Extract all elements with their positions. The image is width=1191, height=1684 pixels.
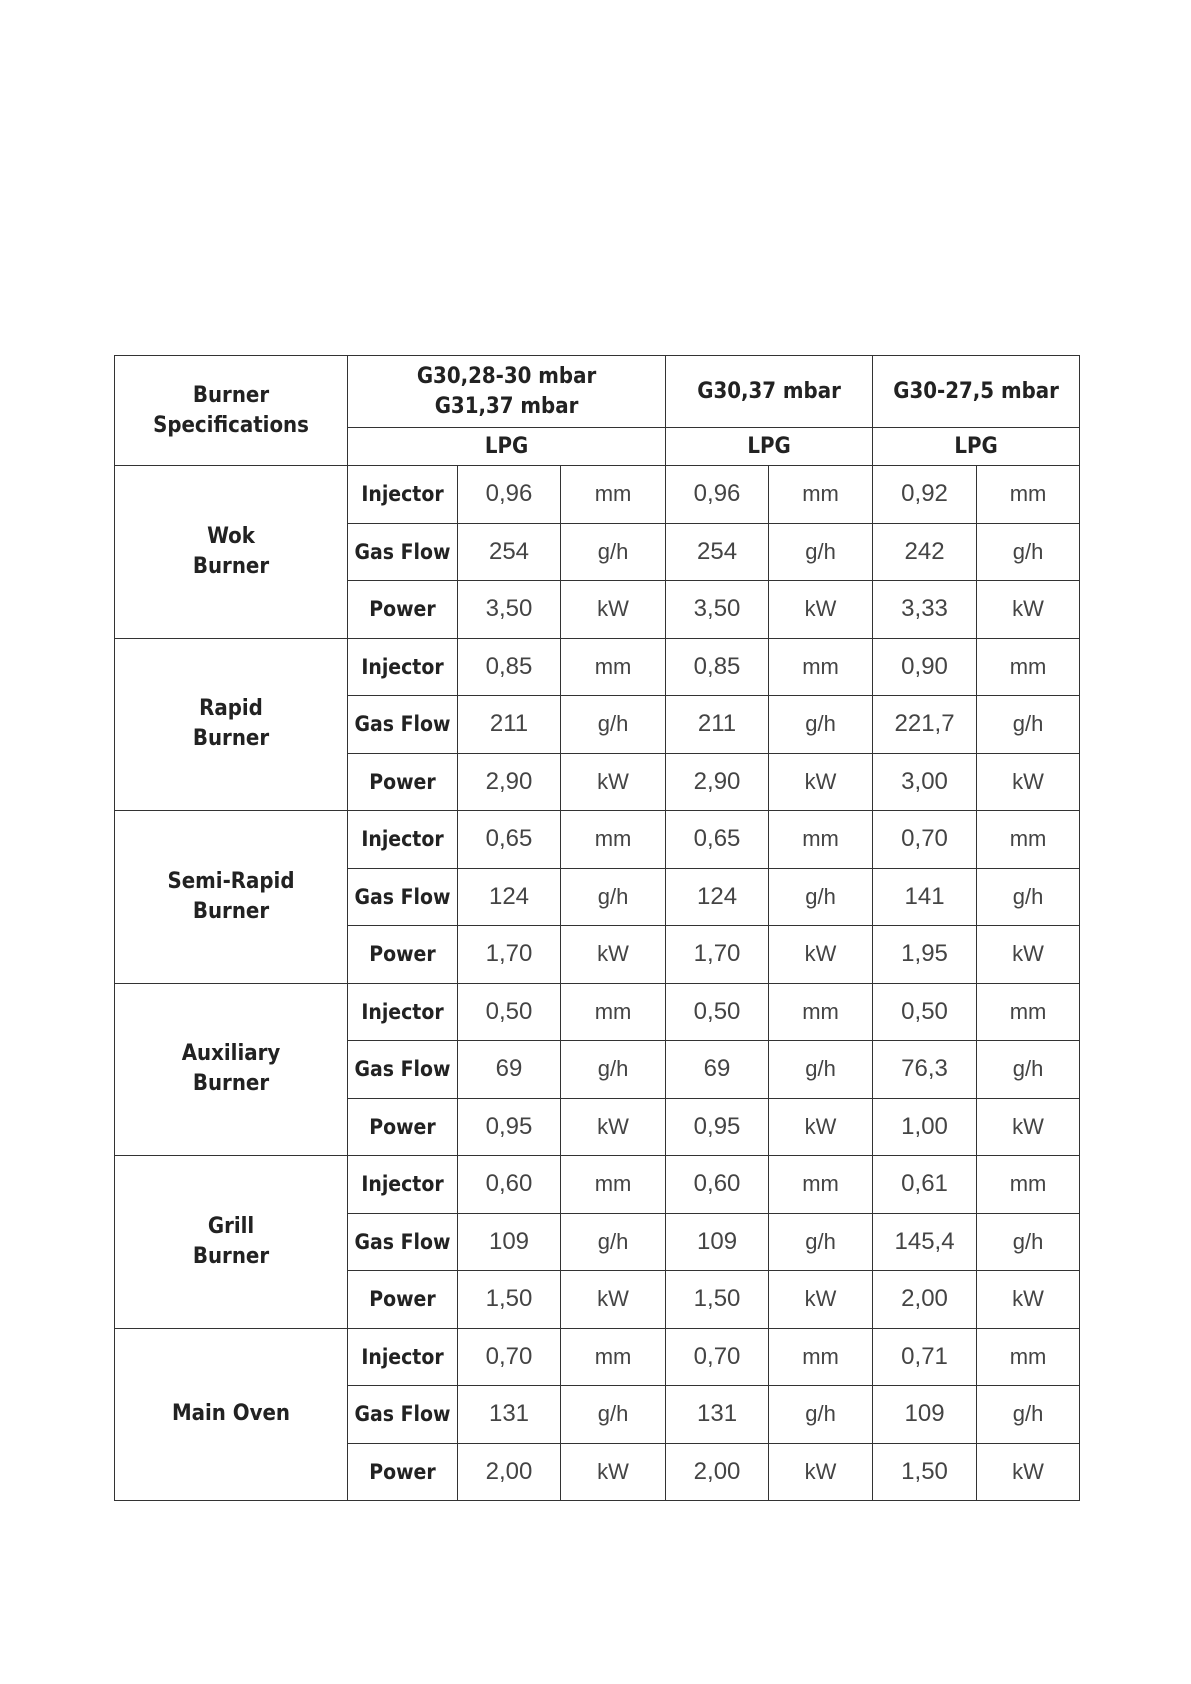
value-cell: 242 [873, 523, 977, 581]
gas-pressure-header [666, 356, 873, 428]
unit-cell: kW [977, 753, 1080, 811]
value-cell: 211 [666, 696, 769, 754]
value-cell: 0,60 [458, 1156, 561, 1214]
unit-cell: kW [977, 1443, 1080, 1501]
unit-cell: kW [561, 1443, 666, 1501]
burner-name-line: Semi-Rapid [167, 868, 295, 894]
parameter-label: Power [348, 926, 458, 984]
value-cell: 145,4 [873, 1213, 977, 1271]
parameter-label: Gas Flow [348, 868, 458, 926]
unit-cell: mm [561, 466, 666, 524]
unit-cell: mm [769, 1328, 873, 1386]
unit-cell: g/h [769, 696, 873, 754]
burner-name-cell [115, 1328, 348, 1501]
unit-cell: mm [561, 1156, 666, 1214]
unit-cell: g/h [977, 696, 1080, 754]
unit-cell: kW [769, 1271, 873, 1329]
unit-cell: mm [769, 983, 873, 1041]
header-label-line: Specifications [153, 412, 309, 438]
burner-name-line: Auxiliary [181, 1041, 281, 1067]
value-cell: 69 [666, 1041, 769, 1099]
parameter-label: Gas Flow [348, 696, 458, 754]
unit-cell: kW [561, 581, 666, 639]
unit-cell: mm [561, 638, 666, 696]
unit-cell: g/h [561, 1386, 666, 1444]
unit-cell: g/h [977, 523, 1080, 581]
unit-cell: g/h [977, 1386, 1080, 1444]
value-cell: 0,71 [873, 1328, 977, 1386]
value-cell: 1,50 [873, 1443, 977, 1501]
parameter-label: Gas Flow [348, 1386, 458, 1444]
value-cell: 0,50 [458, 983, 561, 1041]
unit-cell: mm [769, 466, 873, 524]
burner-name-line: Main Oven [171, 1401, 291, 1427]
value-cell: 0,90 [873, 638, 977, 696]
value-cell: 0,50 [873, 983, 977, 1041]
value-cell: 221,7 [873, 696, 977, 754]
value-cell: 2,90 [458, 753, 561, 811]
value-cell: 1,50 [458, 1271, 561, 1329]
unit-cell: mm [769, 811, 873, 869]
parameter-label: Injector [348, 983, 458, 1041]
unit-cell: kW [977, 581, 1080, 639]
unit-cell: mm [561, 811, 666, 869]
unit-cell: kW [561, 926, 666, 984]
burner-name-line: Wok [207, 523, 255, 549]
unit-cell: g/h [769, 1213, 873, 1271]
value-cell: 0,85 [458, 638, 561, 696]
parameter-label: Power [348, 753, 458, 811]
unit-cell: g/h [769, 1386, 873, 1444]
value-cell: 3,00 [873, 753, 977, 811]
burner-name-line: Burner [192, 553, 270, 579]
value-cell: 3,33 [873, 581, 977, 639]
value-cell: 0,85 [666, 638, 769, 696]
unit-cell: kW [769, 753, 873, 811]
value-cell: 2,00 [873, 1271, 977, 1329]
value-cell: 2,00 [458, 1443, 561, 1501]
unit-cell: mm [561, 983, 666, 1041]
parameter-label: Gas Flow [348, 1041, 458, 1099]
value-cell: 1,95 [873, 926, 977, 984]
parameter-label: Injector [348, 811, 458, 869]
table-row [115, 466, 1080, 524]
value-cell: 0,96 [458, 466, 561, 524]
unit-cell: mm [977, 811, 1080, 869]
value-cell: 1,50 [666, 1271, 769, 1329]
unit-cell: kW [977, 926, 1080, 984]
value-cell: 0,92 [873, 466, 977, 524]
value-cell: 0,70 [666, 1328, 769, 1386]
value-cell: 124 [458, 868, 561, 926]
table-row [115, 638, 1080, 696]
unit-cell: g/h [769, 523, 873, 581]
burner-name-line: Rapid [199, 696, 263, 722]
burner-name-cell [115, 811, 348, 984]
burner-name-line: Grill [207, 1213, 255, 1239]
value-cell: 254 [666, 523, 769, 581]
parameter-label: Injector [348, 1156, 458, 1214]
parameter-label: Power [348, 1271, 458, 1329]
burner-name-line: Burner [192, 726, 270, 752]
value-cell: 0,96 [666, 466, 769, 524]
value-cell: 109 [873, 1386, 977, 1444]
pressure-line: G31,37 mbar [434, 393, 579, 419]
value-cell: 109 [666, 1213, 769, 1271]
value-cell: 1,70 [666, 926, 769, 984]
unit-cell: g/h [561, 523, 666, 581]
unit-cell: g/h [561, 868, 666, 926]
value-cell: 3,50 [666, 581, 769, 639]
burner-name-cell [115, 638, 348, 811]
unit-cell: kW [769, 1098, 873, 1156]
gas-type-header: LPG [666, 428, 873, 466]
unit-cell: g/h [561, 1213, 666, 1271]
unit-cell: kW [561, 1271, 666, 1329]
unit-cell: mm [977, 1328, 1080, 1386]
value-cell: 0,65 [458, 811, 561, 869]
value-cell: 124 [666, 868, 769, 926]
unit-cell: mm [561, 1328, 666, 1386]
unit-cell: kW [977, 1271, 1080, 1329]
value-cell: 141 [873, 868, 977, 926]
value-cell: 0,65 [666, 811, 769, 869]
unit-cell: mm [769, 638, 873, 696]
unit-cell: g/h [977, 1041, 1080, 1099]
gas-pressure-header [348, 356, 666, 428]
header-row-pressure [115, 356, 1080, 428]
unit-cell: kW [769, 1443, 873, 1501]
value-cell: 0,61 [873, 1156, 977, 1214]
table-row [115, 1156, 1080, 1214]
unit-cell: g/h [561, 696, 666, 754]
burner-name-line: Burner [192, 898, 270, 924]
unit-cell: mm [977, 638, 1080, 696]
value-cell: 131 [666, 1386, 769, 1444]
value-cell: 1,00 [873, 1098, 977, 1156]
parameter-label: Injector [348, 638, 458, 696]
unit-cell: kW [769, 926, 873, 984]
gas-pressure-header [873, 356, 1080, 428]
burner-specifications-table [114, 355, 1080, 1501]
value-cell: 254 [458, 523, 561, 581]
value-cell: 0,70 [873, 811, 977, 869]
value-cell: 69 [458, 1041, 561, 1099]
table-row [115, 1328, 1080, 1386]
value-cell: 0,95 [666, 1098, 769, 1156]
parameter-label: Injector [348, 466, 458, 524]
value-cell: 2,90 [666, 753, 769, 811]
value-cell: 1,70 [458, 926, 561, 984]
burner-name-cell [115, 466, 348, 639]
pressure-line: G30,37 mbar [697, 378, 841, 404]
value-cell: 2,00 [666, 1443, 769, 1501]
gas-type-header: LPG [348, 428, 666, 466]
unit-cell: g/h [977, 1213, 1080, 1271]
burner-name-cell [115, 983, 348, 1156]
pressure-line: G30,28-30 mbar [416, 363, 597, 389]
burner-name-cell [115, 1156, 348, 1329]
value-cell: 0,60 [666, 1156, 769, 1214]
unit-cell: kW [769, 581, 873, 639]
burner-name-line: Burner [192, 1243, 270, 1269]
pressure-line: G30-27,5 mbar [893, 378, 1059, 404]
unit-cell: mm [977, 983, 1080, 1041]
unit-cell: mm [977, 1156, 1080, 1214]
parameter-label: Power [348, 581, 458, 639]
table-row [115, 983, 1080, 1041]
value-cell: 3,50 [458, 581, 561, 639]
unit-cell: g/h [769, 1041, 873, 1099]
parameter-label: Power [348, 1098, 458, 1156]
unit-cell: kW [561, 753, 666, 811]
value-cell: 0,50 [666, 983, 769, 1041]
parameter-label: Power [348, 1443, 458, 1501]
value-cell: 0,70 [458, 1328, 561, 1386]
burner-name-line: Burner [192, 1071, 270, 1097]
burner-specifications-header [115, 356, 348, 466]
gas-type-header: LPG [873, 428, 1080, 466]
parameter-label: Injector [348, 1328, 458, 1386]
unit-cell: mm [977, 466, 1080, 524]
unit-cell: g/h [561, 1041, 666, 1099]
unit-cell: mm [769, 1156, 873, 1214]
unit-cell: g/h [769, 868, 873, 926]
parameter-label: Gas Flow [348, 1213, 458, 1271]
unit-cell: kW [561, 1098, 666, 1156]
value-cell: 76,3 [873, 1041, 977, 1099]
table-row [115, 811, 1080, 869]
parameter-label: Gas Flow [348, 523, 458, 581]
unit-cell: kW [977, 1098, 1080, 1156]
value-cell: 131 [458, 1386, 561, 1444]
header-label-line: Burner [192, 382, 270, 408]
value-cell: 109 [458, 1213, 561, 1271]
value-cell: 0,95 [458, 1098, 561, 1156]
value-cell: 211 [458, 696, 561, 754]
unit-cell: g/h [977, 868, 1080, 926]
